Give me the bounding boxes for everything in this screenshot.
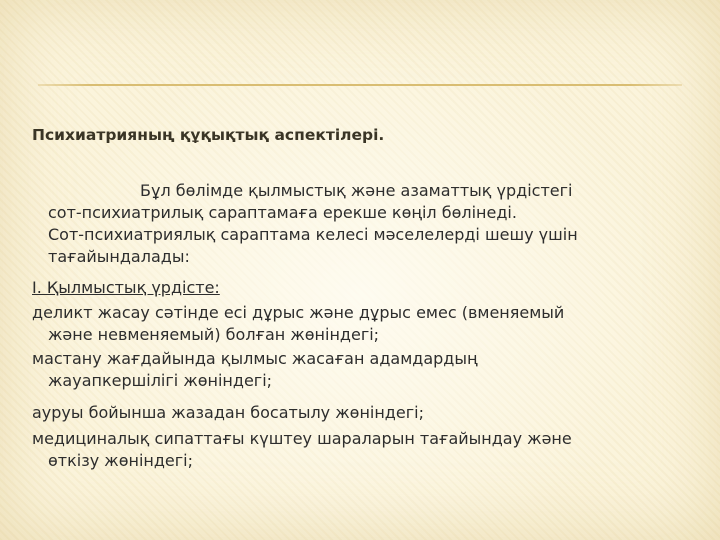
list-item	[32, 348, 478, 392]
intro-paragraph	[32, 180, 578, 268]
list-item-line: өткізу жөніндегі;	[48, 451, 193, 470]
slide-heading: Психиатрияның құқықтық аспектілері.	[32, 126, 385, 144]
list-item	[32, 302, 564, 346]
intro-line: тағайындалады:	[48, 247, 190, 266]
list-item-line: және невменяемый) болған жөніндегі;	[48, 325, 380, 344]
list-item-line: медициналық сипаттағы күштеу шараларын тағайындау және	[32, 429, 572, 448]
title-divider	[38, 84, 682, 86]
list-item	[32, 402, 424, 424]
list-item-line: мастану жағдайында қылмыс жасаған адамдардың	[32, 349, 478, 368]
section-label-text: I. Қылмыстық үрдісте:	[32, 278, 220, 297]
list-item-line: ауруы бойынша жазадан босатылу жөніндегі;	[32, 403, 424, 422]
intro-line: сот-психиатрилық сараптамаға ерекше көңіл бөлінеді.	[48, 203, 517, 222]
section-label	[32, 277, 220, 299]
list-item	[32, 428, 572, 472]
list-item-line: жауапкершілігі жөніндегі;	[48, 371, 273, 390]
list-item-line: деликт жасау сәтінде есі дұрыс және дұрыс емес (вменяемый	[32, 303, 565, 322]
intro-line: Бұл бөлімде қылмыстық және азаматтық үрдістегі	[140, 181, 573, 200]
intro-line: Сот-психиатриялық сараптама келесі мәселелерді шешу үшін	[48, 225, 578, 244]
